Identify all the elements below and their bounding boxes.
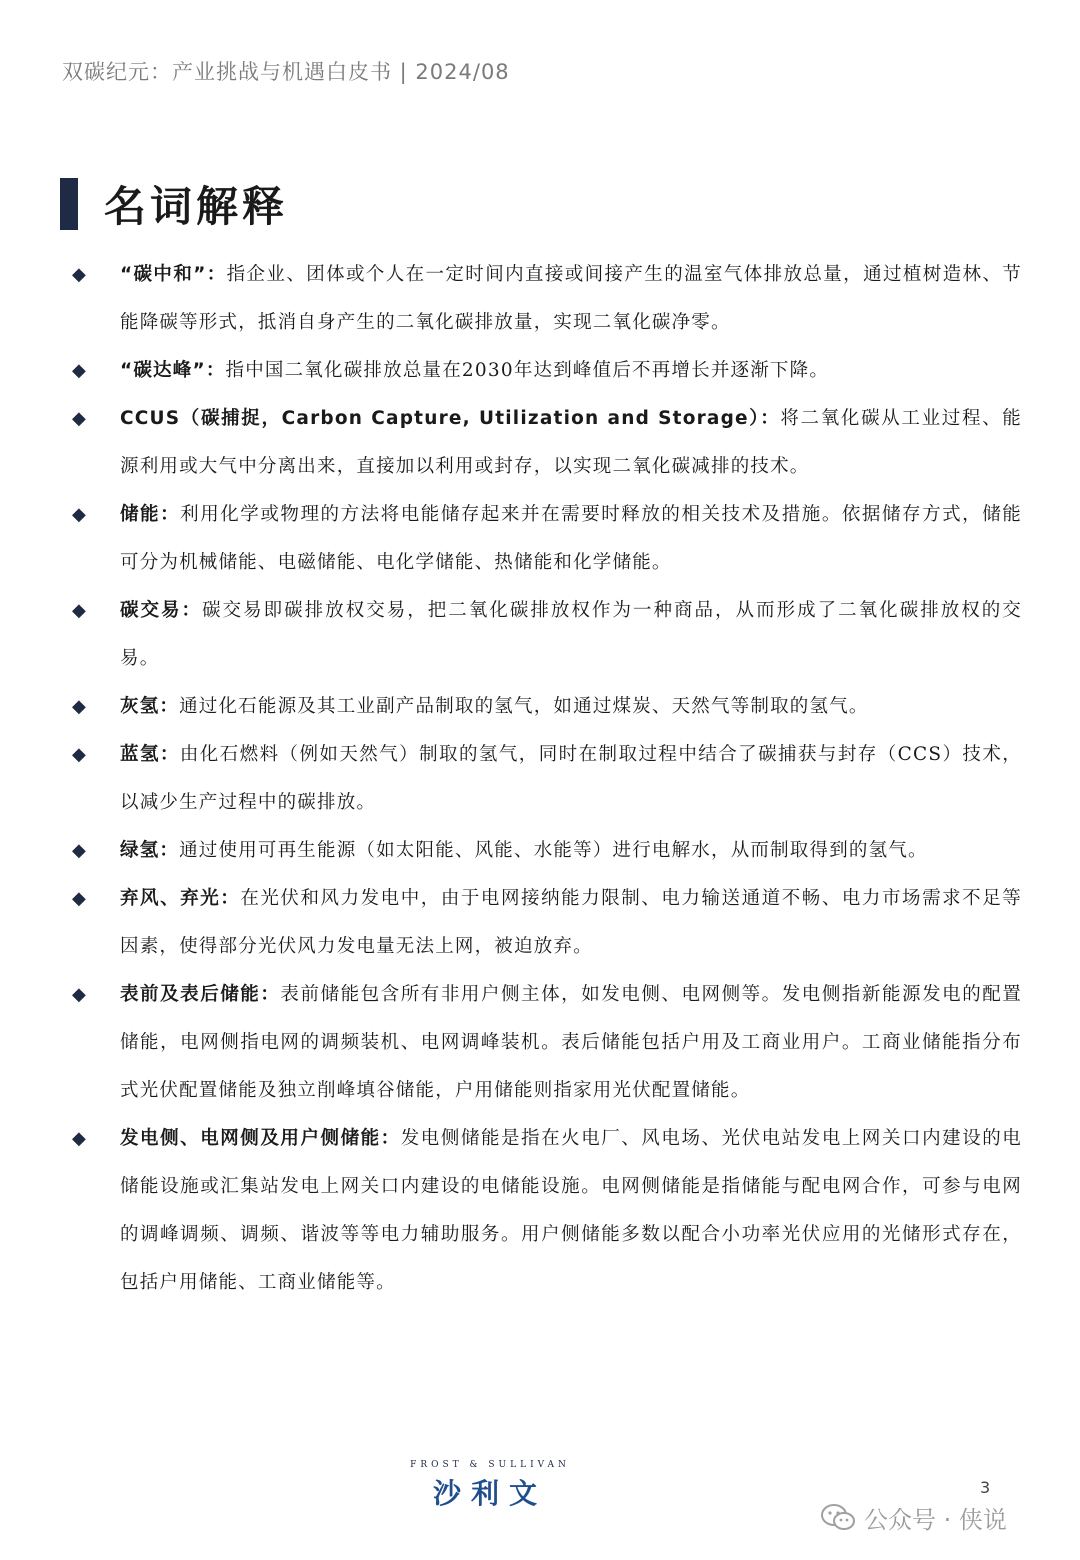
diamond-bullet-icon: ◆: [72, 360, 86, 381]
page-title: 名词解释: [104, 182, 289, 231]
watermark-text: 公众号 · 侠说: [864, 1506, 1007, 1534]
term-name: “碳中和”：: [120, 264, 227, 285]
term-name: 碳交易：: [120, 600, 203, 621]
glossary-item: [72, 347, 1022, 395]
term-name: 表前及表后储能：: [120, 984, 281, 1005]
diamond-bullet-icon: ◆: [72, 408, 86, 429]
diamond-bullet-icon: ◆: [72, 1128, 86, 1149]
term-description: 碳交易即碳排放权交易，把二氧化碳排放权作为一种商品，从而形成了二氧化碳排放权的交易。: [120, 600, 1022, 669]
term-name: 蓝氢：: [120, 744, 180, 765]
page-number: 3: [980, 1478, 991, 1497]
logo-chinese-text: 沙利文: [432, 1477, 547, 1510]
diamond-bullet-icon: ◆: [72, 888, 86, 909]
term-description: 指企业、团体或个人在一定时间内直接或间接产生的温室气体排放总量，通过植树造林、节能降碳等形式，抵消自身产生的二氧化碳排放量，实现二氧化碳净零。: [120, 264, 1022, 333]
document-header: 双碳纪元：产业挑战与机遇白皮书 | 2024/08: [62, 60, 510, 84]
glossary-item: [72, 827, 1022, 875]
term-name: 绿氢：: [120, 840, 180, 861]
term-name: 发电侧、电网侧及用户侧储能：: [120, 1128, 401, 1149]
term-description: 将二氧化碳从工业过程、能源利用或大气中分离出来，直接加以利用或封存，以实现二氧化碳减排的技术。: [120, 408, 1022, 477]
glossary-item: [72, 683, 1022, 731]
term-description: 指中国二氧化碳排放总量在2030年达到峰值后不再增长并逐渐下降。: [225, 360, 830, 381]
glossary-item: [72, 251, 1022, 347]
section-heading: [60, 178, 288, 230]
wechat-icon: [820, 1503, 856, 1533]
term-name: “碳达峰”：: [120, 360, 226, 381]
glossary-item: [72, 875, 1022, 971]
frost-sullivan-logo: [400, 1460, 580, 1512]
diamond-bullet-icon: ◆: [72, 504, 86, 525]
glossary-item: [72, 587, 1022, 683]
term-description: 在光伏和风力发电中，由于电网接纳能力限制、电力输送通道不畅、电力市场需求不足等因素，使得部分光伏风力发电量无法上网，被迫放弃。: [120, 888, 1022, 957]
diamond-bullet-icon: ◆: [72, 264, 86, 285]
term-description: 发电侧储能是指在火电厂、风电场、光伏电站发电上网关口内建设的电储能设施或汇集站发电上网关口内建设的电储能设施。电网侧储能是指储能与配电网合作，可参与电网的调峰调频、调频、谐波等等电力辅助服务。用户侧储能多数以配合小功率光伏应用的光储形式存在，包括户用储能、工商业储能等。: [120, 1128, 1022, 1293]
glossary-list: [72, 251, 1022, 1307]
term-name: CCUS（碳捕捉，Carbon Capture, Utilization and Storage）：: [120, 408, 781, 429]
glossary-item: [72, 1115, 1022, 1307]
diamond-bullet-icon: ◆: [72, 600, 86, 621]
term-description: 通过使用可再生能源（如太阳能、风能、水能等）进行电解水，从而制取得到的氢气。: [179, 840, 928, 861]
glossary-item: [72, 491, 1022, 587]
term-name: 弃风、弃光：: [120, 888, 241, 909]
term-description: 由化石燃料（例如天然气）制取的氢气，同时在制取过程中结合了碳捕获与封存（CCS）技术，以减少生产过程中的碳排放。: [120, 744, 1022, 813]
wechat-watermark: [820, 1500, 1007, 1535]
title-accent-bar: [60, 178, 78, 230]
glossary-item: [72, 731, 1022, 827]
glossary-item: [72, 971, 1022, 1115]
diamond-bullet-icon: ◆: [72, 840, 86, 861]
term-name: 灰氢：: [120, 696, 180, 717]
diamond-bullet-icon: ◆: [72, 744, 86, 765]
term-name: 储能：: [120, 504, 181, 525]
logo-english-text: FROST & SULLIVAN: [410, 1460, 570, 1470]
glossary-item: [72, 395, 1022, 491]
term-description: 通过化石能源及其工业副产品制取的氢气，如通过煤炭、天然气等制取的氢气。: [179, 696, 869, 717]
term-description: 表前储能包含所有非用户侧主体，如发电侧、电网侧等。发电侧指新能源发电的配置储能，电网侧指电网的调频装机、电网调峰装机。表后储能包括户用及工商业用户。工商业储能指分布式光伏配置储能及独立削峰填谷储能，户用储能则指家用光伏配置储能。: [120, 984, 1022, 1101]
diamond-bullet-icon: ◆: [72, 696, 86, 717]
term-description: 利用化学或物理的方法将电能储存起来并在需要时释放的相关技术及措施。依据储存方式，储能可分为机械储能、电磁储能、电化学储能、热储能和化学储能。: [120, 504, 1022, 573]
diamond-bullet-icon: ◆: [72, 984, 86, 1005]
